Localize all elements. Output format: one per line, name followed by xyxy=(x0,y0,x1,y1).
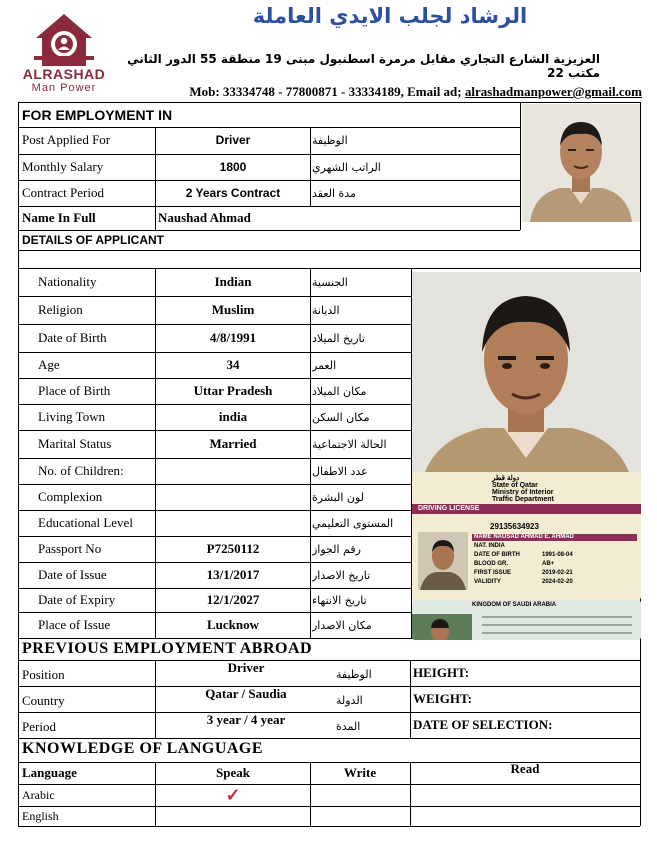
applicant-field-label: Complexion xyxy=(38,489,103,504)
applicant-field-label: Living Town xyxy=(38,409,106,424)
applicant-field-label: Date of Issue xyxy=(38,567,107,582)
speak-check-icon: ✓ xyxy=(225,784,241,805)
applicant-field-value xyxy=(156,458,310,484)
employment-field-value: 2 Years Contract xyxy=(185,186,281,200)
qatar-driving-license-card xyxy=(412,472,641,600)
license-blood: AB+ xyxy=(542,561,555,567)
grid-line xyxy=(18,102,19,826)
applicant-field-label-arabic: المستوى التعليمي xyxy=(312,516,394,530)
contact-phones: Mob: 33334748 - 77800871 - 33334189, Email ad; xyxy=(189,84,465,99)
language-write-value xyxy=(310,806,410,826)
applicant-field-label: Place of Issue xyxy=(38,617,111,632)
person-portrait-icon xyxy=(412,272,641,482)
company-name-arabic: الرشاد لجلب الايدي العاملة xyxy=(252,4,528,28)
previous-field-label-arabic: الوظيفة xyxy=(336,667,372,681)
applicant-field-value: Married xyxy=(209,436,257,451)
saudi-license-title: KINGDOM OF SAUDI ARABIA xyxy=(472,602,557,608)
previous-right-field-label: HEIGHT: xyxy=(413,665,470,680)
grid-line xyxy=(310,268,311,638)
logo-house-gear-icon xyxy=(14,10,114,74)
applicant-field-value: 12/1/2027 xyxy=(206,592,260,607)
language-name: Arabic xyxy=(22,787,55,802)
language-name: English xyxy=(22,808,59,823)
license-photo xyxy=(418,532,468,590)
section-title-employment: FOR EMPLOYMENT IN xyxy=(22,107,173,123)
language-write-value xyxy=(310,784,410,806)
applicant-field-label-arabic: تاريخ الانتهاء xyxy=(312,593,367,607)
previous-field-value: Qatar / Saudia xyxy=(205,686,287,701)
employment-field-label: Post Applied For xyxy=(22,132,111,147)
license-dob-label: DATE OF BIRTH xyxy=(474,552,520,558)
applicant-field-value: Uttar Pradesh xyxy=(193,383,273,398)
applicant-photo-small xyxy=(522,104,640,222)
brand-name: ALRASHAD xyxy=(22,66,106,82)
language-read-value xyxy=(410,784,640,806)
applicant-field-value xyxy=(156,510,310,536)
previous-field-label: Country xyxy=(22,693,65,708)
license-first-label: FIRST ISSUE xyxy=(474,570,512,576)
applicant-field-label: Educational Level xyxy=(38,515,133,530)
employment-field-value: Driver xyxy=(215,133,251,147)
saudi-license-photo xyxy=(412,614,472,640)
license-ministry: Ministry of Interior xyxy=(492,489,554,496)
applicant-field-label: No. of Children: xyxy=(38,463,124,478)
employment-field-label-arabic: مدة العقد xyxy=(312,186,356,200)
license-blood-label: BLOOD GR. xyxy=(474,561,508,567)
applicant-field-value: P7250112 xyxy=(206,541,260,556)
applicant-field-label: Religion xyxy=(38,302,83,317)
lang-header-language: Language xyxy=(22,765,77,780)
previous-field-value: 3 year / 4 year xyxy=(206,712,286,727)
previous-field-value: Driver xyxy=(227,660,265,675)
applicant-field-label: Marital Status xyxy=(38,436,112,451)
applicant-field-label-arabic: العمر xyxy=(312,358,337,372)
grid-line xyxy=(18,826,640,827)
lang-header-read: Read xyxy=(510,761,540,776)
applicant-field-value: 4/8/1991 xyxy=(209,330,257,345)
license-number: 29135634923 xyxy=(490,522,539,531)
name-label: Name In Full xyxy=(22,210,96,225)
license-first: 2019-02-21 xyxy=(542,570,573,576)
lang-header-speak: Speak xyxy=(216,765,250,780)
applicant-field-label: Place of Birth xyxy=(38,383,111,398)
employment-field-label-arabic: الراتب الشهري xyxy=(312,160,381,174)
employment-field-value: 1800 xyxy=(219,160,247,174)
license-nat: NAT. INDIA xyxy=(474,543,505,549)
previous-field-label: Period xyxy=(22,719,56,734)
name-value: Naushad Ahmad xyxy=(158,210,251,225)
previous-right-field-label: WEIGHT: xyxy=(413,691,472,706)
applicant-field-value: india xyxy=(218,409,248,424)
applicant-field-label-arabic: رقم الجواز xyxy=(312,542,361,556)
applicant-field-value: Lucknow xyxy=(206,617,260,632)
applicant-field-value: 13/1/2017 xyxy=(206,567,260,582)
applicant-field-label-arabic: عدد الاطفال xyxy=(312,464,368,478)
contact-line xyxy=(130,84,642,100)
license-name: NAME NAUSAD AHMAD E. AHMAD xyxy=(474,534,574,540)
previous-field-label: Position xyxy=(22,667,65,682)
grid-line xyxy=(410,660,411,738)
applicant-field-label-arabic: الديانة xyxy=(312,303,340,317)
applicant-field-value xyxy=(156,484,310,510)
speak-check-icon xyxy=(156,806,310,826)
applicant-field-value: Muslim xyxy=(211,302,255,317)
company-address-arabic: العزيزية الشارع التجاري مقابل مرمرة اسطنبول مبنى 19 منطقة 55 الدور الثاني مكتب 22 xyxy=(127,52,600,80)
applicant-field-value: Indian xyxy=(214,274,252,289)
brand-subtitle: Man Power xyxy=(31,82,97,94)
grid-line xyxy=(18,250,640,251)
applicant-field-value: 34 xyxy=(226,357,240,372)
applicant-field-label-arabic: لون البشرة xyxy=(312,490,364,504)
applicant-field-label: Date of Expiry xyxy=(38,592,116,607)
person-portrait-icon xyxy=(522,104,640,222)
applicant-photo-large xyxy=(412,272,641,482)
license-validity: 2024-02-20 xyxy=(542,579,573,585)
applicant-field-label: Age xyxy=(38,357,60,372)
applicant-field-label-arabic: الجنسية xyxy=(312,275,348,289)
applicant-field-label-arabic: تاريخ الميلاد xyxy=(312,331,365,345)
applicant-field-label-arabic: مكان الميلاد xyxy=(312,384,367,398)
license-dept: Traffic Department xyxy=(492,496,554,503)
previous-right-field-label: DATE OF SELECTION: xyxy=(413,717,553,732)
license-header-arabic: دولة قطر xyxy=(492,475,520,482)
saudi-driving-license-card xyxy=(412,600,641,640)
license-validity-label: VALIDITY xyxy=(474,579,501,585)
previous-field-label-arabic: المدة xyxy=(336,719,361,733)
grid-line xyxy=(18,102,640,103)
previous-field-label-arabic: الدولة xyxy=(336,693,363,707)
applicant-field-label-arabic: مكان الاصدار xyxy=(312,618,372,632)
applicant-field-label: Date of Birth xyxy=(38,330,107,345)
lang-header-write: Write xyxy=(343,765,377,780)
section-title-applicant: DETAILS OF APPLICANT xyxy=(22,233,164,247)
employment-field-label: Monthly Salary xyxy=(22,159,104,174)
contact-email[interactable]: alrashadmanpower@gmail.com xyxy=(464,84,642,99)
applicant-field-label-arabic: الحالة الاجتماعية xyxy=(312,437,387,451)
employment-field-label: Contract Period xyxy=(22,185,104,200)
applicant-field-label-arabic: تاريخ الاصدار xyxy=(312,568,371,582)
section-title-previous: PREVIOUS EMPLOYMENT ABROAD xyxy=(22,640,313,657)
grid-line xyxy=(310,127,311,206)
person-portrait-icon xyxy=(412,614,472,640)
applicant-field-label: Nationality xyxy=(38,274,97,289)
license-state: State of Qatar xyxy=(492,482,538,489)
license-title: DRIVING LICENSE xyxy=(418,505,480,512)
grid-line xyxy=(520,102,521,230)
license-dob: 1991-08-04 xyxy=(542,552,573,558)
section-title-language: KNOWLEDGE OF LANGUAGE xyxy=(22,740,264,757)
employment-field-label-arabic: الوظيفة xyxy=(312,133,348,147)
language-read-value xyxy=(410,806,640,826)
applicant-field-label-arabic: مكان السكن xyxy=(312,410,370,424)
person-portrait-icon xyxy=(418,532,468,590)
applicant-field-label: Passport No xyxy=(38,541,102,556)
